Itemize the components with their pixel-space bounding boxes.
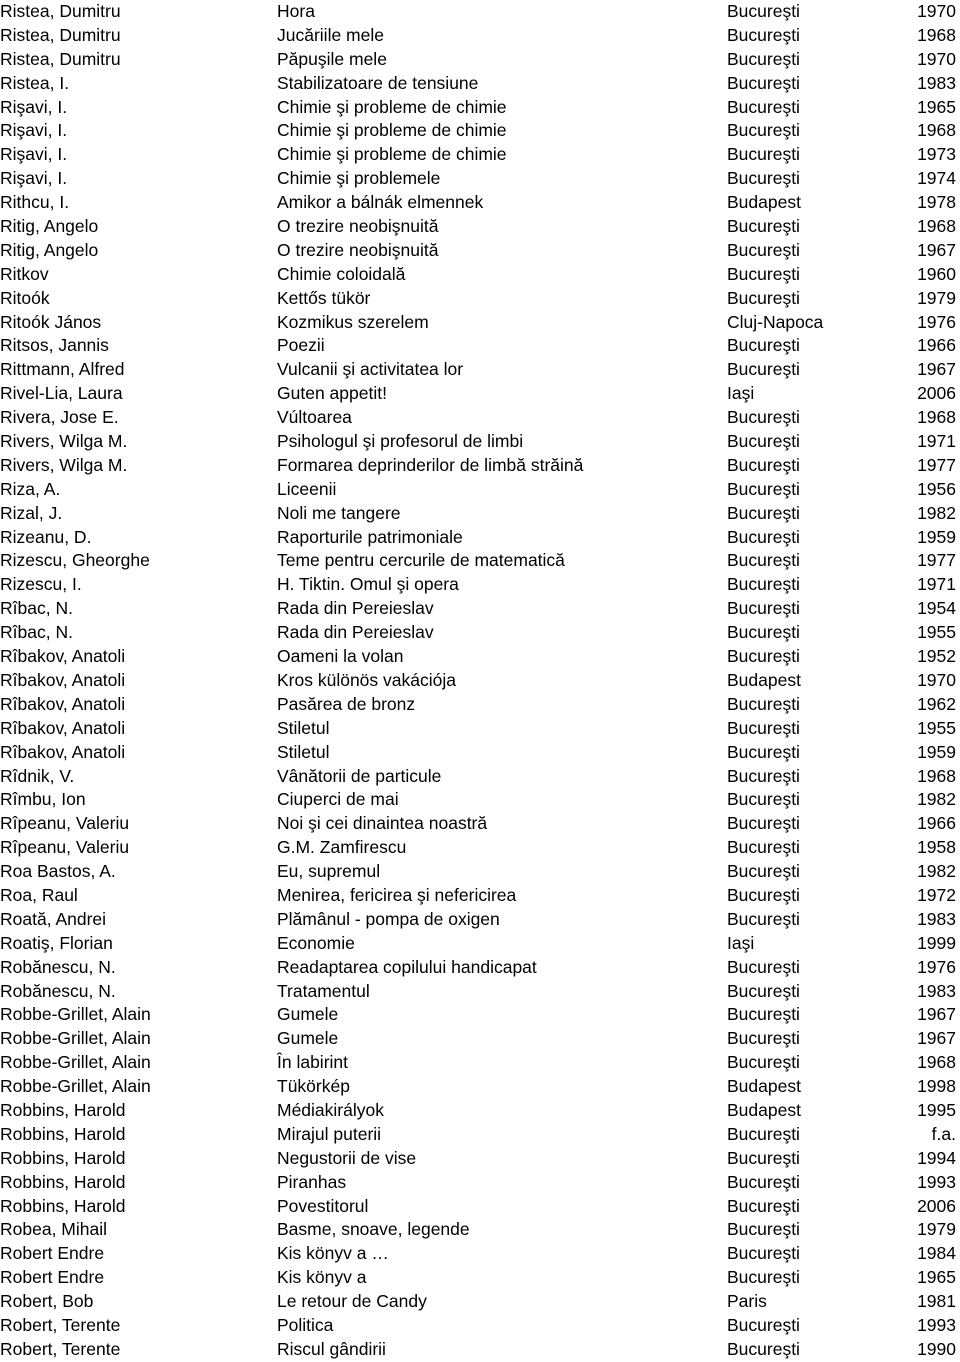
year-cell: 1968 [917,120,956,141]
year-cell: 1984 [917,1243,956,1264]
title-cell: Raporturile patrimoniale [277,526,463,547]
catalog-row [0,573,960,597]
author-cell: Robert Endre [0,1267,105,1288]
title-cell: Chimie şi probleme de chimie [277,120,507,141]
author-cell: Roa Bastos, A. [0,861,116,882]
city-cell: Bucureşti [727,1147,800,1168]
title-cell: Plămânul - pompa de oxigen [277,908,500,929]
title-cell: Formarea deprinderilor de limbă străină [277,454,584,475]
author-cell: Rîdnik, V. [0,765,75,786]
year-cell: 1965 [917,96,956,117]
catalog-row [0,119,960,143]
city-cell: Paris [727,1291,767,1312]
catalog-row [0,812,960,836]
title-cell: Pasărea de bronz [277,693,416,714]
year-cell: 1979 [917,287,956,308]
catalog-row [0,932,960,956]
author-cell: Rivers, Wilga M. [0,454,128,475]
author-cell: Rîbakov, Anatoli [0,693,126,714]
title-cell: Gumele [277,1028,339,1049]
year-cell: 1993 [917,1171,956,1192]
title-cell: Vulcanii şi activitatea lor [277,359,464,380]
author-cell: Robert, Bob [0,1291,94,1312]
title-cell: Chimie coloidală [277,263,406,284]
title-cell: Kettős tükör [277,287,371,308]
city-cell: Bucureşti [727,598,800,619]
year-cell: 1979 [917,1219,956,1240]
author-cell: Ristea, Dumitru [0,1,121,21]
catalog-row [0,1171,960,1195]
author-cell: Robbins, Harold [0,1147,126,1168]
year-cell: 1970 [917,48,956,69]
author-cell: Ritoók János [0,311,102,332]
author-cell: Robbins, Harold [0,1195,126,1216]
author-cell: Rîbac, N. [0,622,73,643]
title-cell: Vânătorii de particule [277,765,442,786]
city-cell: Bucureşti [727,1171,800,1192]
author-cell: Rîpeanu, Valeriu [0,837,130,858]
author-cell: Ritig, Angelo [0,216,99,237]
author-cell: Rîbac, N. [0,598,73,619]
title-cell: Eu, supremul [277,861,381,882]
city-cell: Bucureşti [727,1243,800,1264]
author-cell: Roa, Raul [0,884,78,905]
year-cell: 1959 [917,526,956,547]
title-cell: Noi şi cei dinaintea noastră [277,813,488,834]
city-cell: Bucureşti [727,1028,800,1049]
year-cell: 1982 [917,789,956,810]
city-cell: Budapest [727,669,801,690]
catalog-row [0,406,960,430]
author-cell: Rithcu, I. [0,192,70,213]
catalog-row [0,1218,960,1242]
catalog-row [0,621,960,645]
author-cell: Rişavi, I. [0,144,68,165]
year-cell: 1965 [917,1267,956,1288]
title-cell: Jucăriile mele [277,24,384,45]
author-cell: Riza, A. [0,478,61,499]
catalog-row [0,0,960,24]
title-cell: G.M. Zamfirescu [277,837,407,858]
city-cell: Bucureşti [727,980,800,1001]
author-cell: Robbins, Harold [0,1123,126,1144]
year-cell: 1977 [917,550,956,571]
city-cell: Bucureşti [727,622,800,643]
title-cell: Vúltoarea [277,407,352,428]
city-cell: Bucureşti [727,1219,800,1240]
catalog-row [0,143,960,167]
year-cell: 1966 [917,813,956,834]
year-cell: 1968 [917,765,956,786]
year-cell: 1977 [917,454,956,475]
author-cell: Roatiş, Florian [0,932,113,953]
year-cell: 2006 [917,383,956,404]
city-cell: Bucureşti [727,359,800,380]
title-cell: Le retour de Candy [277,1291,427,1312]
city-cell: Bucureşti [727,1123,800,1144]
catalog-row [0,287,960,311]
year-cell: 1970 [917,669,956,690]
city-cell: Bucureşti [727,1267,800,1288]
year-cell: 1982 [917,861,956,882]
catalog-row [0,72,960,96]
year-cell: 1955 [917,717,956,738]
catalog-row [0,1338,960,1362]
title-cell: Teme pentru cercurile de matematică [277,550,565,571]
title-cell: Psihologul şi profesorul de limbi [277,431,524,452]
catalog-row [0,526,960,550]
author-cell: Rişavi, I. [0,96,68,117]
city-cell: Bucureşti [727,216,800,237]
city-cell: Bucureşti [727,1338,800,1359]
title-cell: Tükörkép [277,1076,350,1097]
catalog-row [0,239,960,263]
city-cell: Bucureşti [727,48,800,69]
year-cell: 1962 [917,693,956,714]
city-cell: Bucureşti [727,431,800,452]
year-cell: 1968 [917,216,956,237]
title-cell: Ciuperci de mai [277,789,399,810]
author-cell: Ritsos, Jannis [0,335,109,356]
author-cell: Robănescu, N. [0,980,116,1001]
title-cell: Tratamentul [277,980,370,1001]
year-cell: 1967 [917,1028,956,1049]
author-cell: Rivera, Jose E. [0,407,119,428]
author-cell: Ritkov [0,263,49,284]
catalog-row [0,1290,960,1314]
city-cell: Bucureşti [727,646,800,667]
year-cell: 1999 [917,932,956,953]
author-cell: Rivers, Wilga M. [0,431,128,452]
city-cell: Budapest [727,1076,801,1097]
city-cell: Bucureşti [727,956,800,977]
year-cell: 1968 [917,407,956,428]
catalog-row [0,358,960,382]
title-cell: Chimie şi probleme de chimie [277,96,507,117]
title-cell: Liceenii [277,478,337,499]
title-cell: Amikor a bálnák elmennek [277,192,484,213]
author-cell: Robert Endre [0,1243,105,1264]
catalog-row [0,96,960,120]
title-cell: Oameni la volan [277,646,404,667]
catalog-row [0,1195,960,1219]
city-cell: Bucureşti [727,837,800,858]
title-cell: Politica [277,1314,334,1335]
author-cell: Rîmbu, Ion [0,789,86,810]
city-cell: Bucureşti [727,861,800,882]
year-cell: 1968 [917,24,956,45]
title-cell: Kros különös vakációja [277,669,456,690]
author-cell: Robbe-Grillet, Alain [0,1052,151,1073]
city-cell: Bucureşti [727,813,800,834]
year-cell: 1974 [917,168,956,189]
city-cell: Bucureşti [727,717,800,738]
author-cell: Ristea, Dumitru [0,24,121,45]
year-cell: 1990 [917,1338,956,1359]
catalog-row [0,502,960,526]
title-cell: Mirajul puterii [277,1123,382,1144]
year-cell: 1983 [917,980,956,1001]
author-cell: Rizescu, I. [0,574,82,595]
author-cell: Robert, Terente [0,1338,121,1359]
city-cell: Bucureşti [727,1052,800,1073]
title-cell: Negustorii de vise [277,1147,417,1168]
city-cell: Bucureşti [727,1314,800,1335]
author-cell: Rîbakov, Anatoli [0,741,126,762]
author-cell: Robbe-Grillet, Alain [0,1028,151,1049]
city-cell: Bucureşti [727,287,800,308]
title-cell: Stiletul [277,717,330,738]
title-cell: Stabilizatoare de tensiune [277,72,479,93]
title-cell: Poezii [277,335,325,356]
title-cell: Gumele [277,1004,339,1025]
author-cell: Rizeanu, D. [0,526,92,547]
catalog-row [0,717,960,741]
title-cell: Povestitorul [277,1195,369,1216]
title-cell: Guten appetit! [277,383,387,404]
author-cell: Robea, Mihail [0,1219,107,1240]
year-cell: 1994 [917,1147,956,1168]
city-cell: Bucureşti [727,454,800,475]
year-cell: 1952 [917,646,956,667]
year-cell: 1998 [917,1076,956,1097]
title-cell: Chimie şi problemele [277,168,441,189]
city-cell: Budapest [727,1099,801,1120]
city-cell: Bucureşti [727,24,800,45]
title-cell: Basme, snoave, legende [277,1219,470,1240]
title-cell: Chimie şi probleme de chimie [277,144,507,165]
catalog-row [0,311,960,335]
year-cell: 1955 [917,622,956,643]
year-cell: 1976 [917,311,956,332]
year-cell: 1966 [917,335,956,356]
author-cell: Rişavi, I. [0,120,68,141]
year-cell: 1978 [917,192,956,213]
title-cell: Hora [277,1,315,21]
city-cell: Bucureşti [727,765,800,786]
author-cell: Robert, Terente [0,1314,121,1335]
title-cell: Kis könyv a … [277,1243,389,1264]
year-cell: 1983 [917,72,956,93]
title-cell: Noli me tangere [277,502,401,523]
catalog-row [0,1147,960,1171]
year-cell: 1971 [917,431,956,452]
catalog-row [0,956,960,980]
year-cell: 1958 [917,837,956,858]
catalog-row [0,765,960,789]
catalog-row [0,167,960,191]
catalog-row [0,1099,960,1123]
author-cell: Robbins, Harold [0,1099,126,1120]
catalog-row [0,1051,960,1075]
city-cell: Bucureşti [727,96,800,117]
city-cell: Bucureşti [727,168,800,189]
catalog-row [0,191,960,215]
city-cell: Bucureşti [727,526,800,547]
catalog-row [0,884,960,908]
year-cell: 1967 [917,359,956,380]
year-cell: 1995 [917,1099,956,1120]
city-cell: Bucureşti [727,263,800,284]
author-cell: Robbins, Harold [0,1171,126,1192]
title-cell: Păpuşile mele [277,48,387,69]
title-cell: Riscul gândirii [277,1338,386,1359]
catalog-row [0,860,960,884]
author-cell: Rivel-Lia, Laura [0,383,123,404]
year-cell: 1970 [917,1,956,21]
catalog-row [0,693,960,717]
catalog-row [0,669,960,693]
author-cell: Ristea, I. [0,72,70,93]
author-cell: Rittmann, Alfred [0,359,125,380]
catalog-row [0,1003,960,1027]
catalog-row [0,549,960,573]
year-cell: 1954 [917,598,956,619]
year-cell: 1983 [917,908,956,929]
city-cell: Bucureşti [727,884,800,905]
title-cell: Readaptarea copilului handicapat [277,956,537,977]
catalog-row [0,1314,960,1338]
author-cell: Rîbakov, Anatoli [0,646,126,667]
catalog-row [0,1075,960,1099]
author-cell: Ristea, Dumitru [0,48,121,69]
title-cell: Kis könyv a [277,1267,367,1288]
title-cell: O trezire neobişnuită [277,216,439,237]
year-cell: 1959 [917,741,956,762]
city-cell: Bucureşti [727,335,800,356]
title-cell: Médiakirályok [277,1099,384,1120]
catalog-row [0,1266,960,1290]
city-cell: Bucureşti [727,144,800,165]
catalog-row [0,1027,960,1051]
title-cell: Stiletul [277,741,330,762]
title-cell: Kozmikus szerelem [277,311,429,332]
author-cell: Rizal, J. [0,502,63,523]
year-cell: 1956 [917,478,956,499]
city-cell: Bucureşti [727,550,800,571]
author-cell: Roată, Andrei [0,908,107,929]
city-cell: Bucureşti [727,502,800,523]
city-cell: Budapest [727,192,801,213]
catalog-row [0,263,960,287]
year-cell: 1971 [917,574,956,595]
title-cell: Piranhas [277,1171,347,1192]
catalog-row [0,1123,960,1147]
city-cell: Iaşi [727,383,755,404]
city-cell: Bucureşti [727,908,800,929]
catalog-row [0,597,960,621]
title-cell: Economie [277,932,355,953]
year-cell: 1976 [917,956,956,977]
catalog-row [0,980,960,1004]
author-cell: Ritoók [0,287,50,308]
catalog-row [0,645,960,669]
title-cell: H. Tiktin. Omul şi opera [277,574,459,595]
year-cell: 1967 [917,239,956,260]
catalog-row [0,334,960,358]
city-cell: Bucureşti [727,1,800,21]
author-cell: Rîbakov, Anatoli [0,717,126,738]
catalog-row [0,788,960,812]
catalog-row [0,908,960,932]
city-cell: Bucureşti [727,574,800,595]
year-cell: 1993 [917,1314,956,1335]
author-cell: Robbe-Grillet, Alain [0,1004,151,1025]
author-cell: Rîpeanu, Valeriu [0,813,130,834]
author-cell: Rişavi, I. [0,168,68,189]
author-cell: Robbe-Grillet, Alain [0,1076,151,1097]
catalog-row [0,454,960,478]
author-cell: Robănescu, N. [0,956,116,977]
city-cell: Bucureşti [727,1195,800,1216]
city-cell: Bucureşti [727,693,800,714]
catalog-row [0,478,960,502]
year-cell: 1973 [917,144,956,165]
year-cell: f.a. [931,1123,956,1144]
catalog-row [0,24,960,48]
city-cell: Bucureşti [727,72,800,93]
city-cell: Iaşi [727,932,755,953]
catalog-row [0,836,960,860]
catalog-row [0,1242,960,1266]
year-cell: 1972 [917,884,956,905]
year-cell: 1981 [917,1291,956,1312]
catalog-row [0,382,960,406]
city-cell: Bucureşti [727,120,800,141]
title-cell: O trezire neobişnuită [277,239,439,260]
city-cell: Bucureşti [727,789,800,810]
title-cell: Rada din Pereieslav [277,622,434,643]
city-cell: Bucureşti [727,407,800,428]
year-cell: 1960 [917,263,956,284]
year-cell: 1967 [917,1004,956,1025]
city-cell: Bucureşti [727,478,800,499]
author-cell: Ritig, Angelo [0,239,99,260]
city-cell: Bucureşti [727,239,800,260]
city-cell: Bucureşti [727,741,800,762]
city-cell: Bucureşti [727,1004,800,1025]
year-cell: 1968 [917,1052,956,1073]
year-cell: 2006 [917,1195,956,1216]
title-cell: Menirea, fericirea şi nefericirea [277,884,517,905]
catalog-row [0,48,960,72]
author-cell: Rîbakov, Anatoli [0,669,126,690]
title-cell: Rada din Pereieslav [277,598,434,619]
catalog-row [0,215,960,239]
city-cell: Cluj-Napoca [727,311,824,332]
catalog-row [0,741,960,765]
title-cell: În labirint [277,1052,349,1073]
year-cell: 1982 [917,502,956,523]
catalog-row [0,430,960,454]
author-cell: Rizescu, Gheorghe [0,550,150,571]
